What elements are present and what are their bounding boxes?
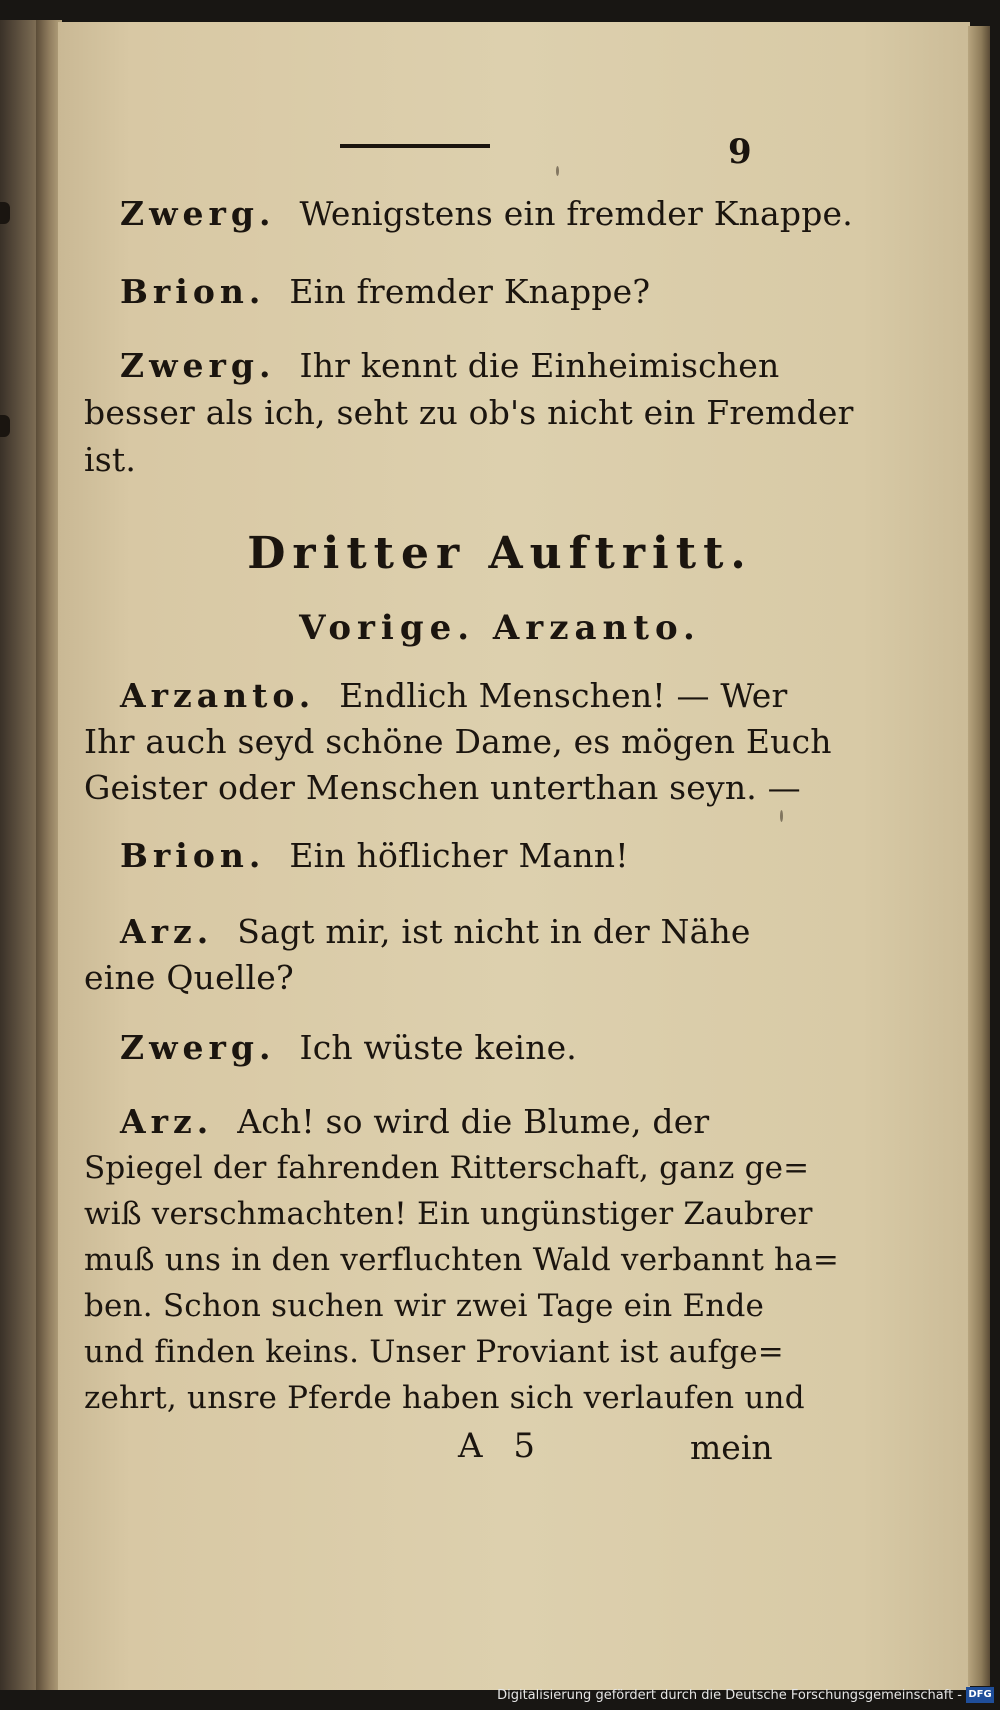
line-text: Ihr kennt die Einheimischen xyxy=(299,346,780,385)
scene-persons: Vorige. Arzanto. xyxy=(299,608,701,648)
dialogue-line xyxy=(84,1334,784,1370)
line-text: eine Quelle? xyxy=(84,958,294,997)
dialogue-line xyxy=(84,1242,840,1278)
line-text: ben. Schon suchen wir zwei Tage ein Ende xyxy=(84,1288,765,1324)
line-text: wiß verschmachten! Ein ungünstiger Zaubrer xyxy=(84,1196,813,1232)
dialogue-line xyxy=(84,1288,764,1324)
dialogue-line xyxy=(120,272,800,311)
page-fore-edge xyxy=(968,26,990,1686)
speaker: Zwerg. xyxy=(120,194,276,233)
line-text: Spiegel der fahrenden Ritterschaft, ganz ge= xyxy=(84,1150,810,1186)
dialogue-line xyxy=(84,1196,813,1232)
dialogue-line xyxy=(120,1028,800,1067)
dialogue-line xyxy=(84,768,801,807)
speaker: Arz. xyxy=(120,912,214,951)
line-text: Sagt mir, ist nicht in der Nähe xyxy=(237,912,751,951)
signature-mark: A 5 xyxy=(458,1426,545,1466)
line-text: Ich wüste keine. xyxy=(299,1028,577,1067)
dialogue-line xyxy=(120,1102,800,1141)
line-text: Geister oder Menschen unterthan seyn. — xyxy=(84,768,801,807)
line-text: Endlich Menschen! — Wer xyxy=(339,676,788,715)
dialogue-line xyxy=(84,1380,805,1416)
dialogue-line xyxy=(84,440,764,479)
line-text: Ach! so wird die Blume, der xyxy=(237,1102,710,1141)
line-text: Ihr auch seyd schöne Dame, es mögen Euch xyxy=(84,722,832,761)
speaker: Zwerg. xyxy=(120,1028,276,1067)
dialogue-line xyxy=(120,836,800,875)
header-rule xyxy=(340,144,490,148)
dialogue-line xyxy=(120,346,780,385)
dialogue-line xyxy=(120,676,800,715)
line-text: Ein fremder Knappe? xyxy=(289,272,651,311)
dialogue-line xyxy=(120,912,800,951)
paper-speck xyxy=(780,810,783,822)
line-text: Wenigstens ein fremder Knappe. xyxy=(299,194,853,233)
edge-mark xyxy=(0,202,10,224)
dialogue-line xyxy=(120,194,853,233)
line-text: Ein höflicher Mann! xyxy=(289,836,629,875)
line-text: muß uns in den verfluchten Wald verbannt ha= xyxy=(84,1242,840,1278)
speaker: Arz. xyxy=(120,1102,214,1141)
credit-text: Digitalisierung gefördert durch die Deutsche Forschungsgemeinschaft - xyxy=(497,1687,962,1703)
edge-mark xyxy=(0,415,10,437)
speaker: Arzanto. xyxy=(120,676,316,715)
dialogue-line xyxy=(84,1150,810,1186)
line-text: zehrt, unsre Pferde haben sich verlaufen und xyxy=(84,1380,805,1416)
line-text: ist. xyxy=(84,440,137,479)
speaker: Zwerg. xyxy=(120,346,276,385)
scene-title: Dritter Auftritt. xyxy=(247,528,753,579)
paper-speck xyxy=(556,166,559,176)
digitization-credit xyxy=(497,1684,994,1706)
dialogue-line xyxy=(84,722,832,761)
speaker: Brion. xyxy=(120,836,266,875)
page-number: 9 xyxy=(728,132,752,172)
dfg-logo-icon: DFG xyxy=(966,1687,994,1703)
line-text: und finden keins. Unser Proviant ist aufge= xyxy=(84,1334,784,1370)
line-text: besser als ich, seht zu ob's nicht ein Fremder xyxy=(84,393,854,432)
dialogue-line xyxy=(84,393,854,432)
dialogue-line xyxy=(84,958,764,997)
catchword: mein xyxy=(690,1428,773,1467)
speaker: Brion. xyxy=(120,272,266,311)
